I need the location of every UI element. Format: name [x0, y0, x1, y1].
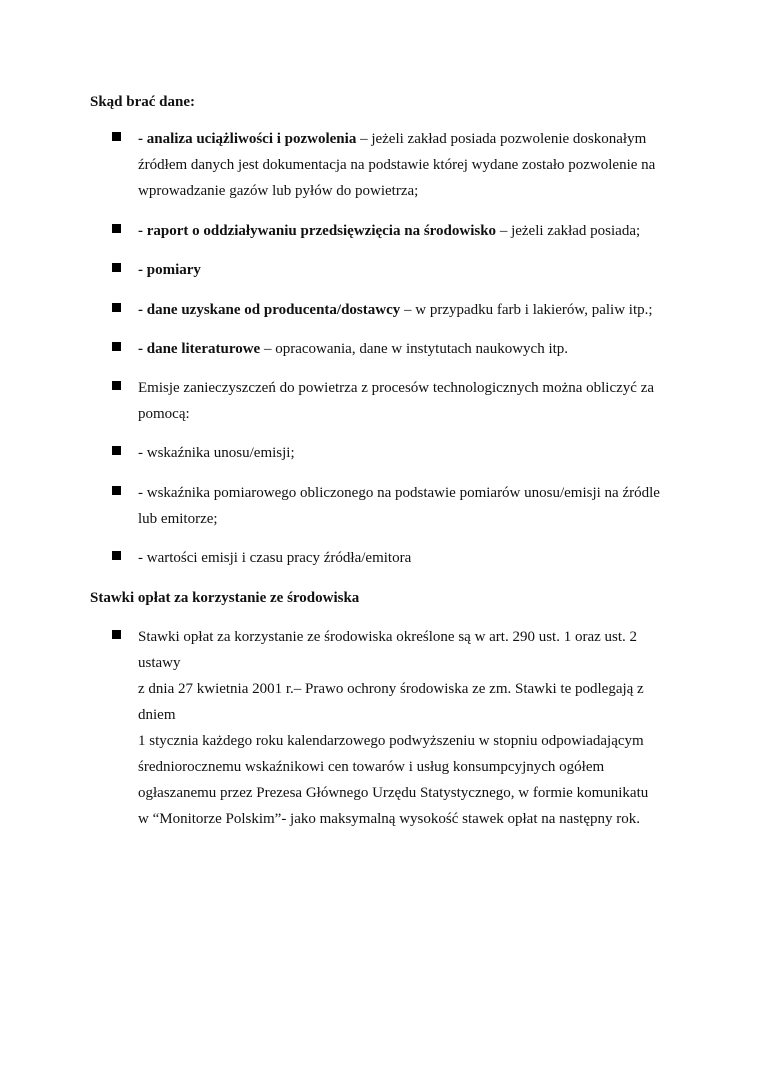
- item-text: pomocą:: [138, 406, 190, 422]
- item-text: – opracowania, dane w instytutach naukowych itp.: [260, 341, 569, 357]
- list-item: [112, 624, 682, 832]
- section-heading-data-sources: Skąd brać dane:: [90, 94, 196, 110]
- item-text: – jeżeli zakład posiada pozwolenie doskonałym: [356, 131, 647, 147]
- section-heading-fees: Stawki opłat za korzystanie ze środowiska: [90, 590, 360, 606]
- item-text: – jeżeli zakład posiada;: [496, 223, 641, 239]
- paragraph-line: w “Monitorze Polskim”- jako maksymalną wysokość stawek opłat na następny rok.: [138, 811, 640, 827]
- item-text: - wskaźnika pomiarowego obliczonego na podstawie pomiarów unosu/emisji na źródle: [138, 485, 660, 501]
- list-item: [112, 126, 682, 204]
- item-bold-label: - raport o oddziaływaniu przedsięwzięcia na środowisko: [138, 223, 497, 239]
- list-item: [112, 257, 682, 283]
- item-bold-label: - pomiary: [138, 262, 201, 278]
- item-text: Emisje zanieczyszczeń do powietrza z procesów technologicznych można obliczyć za: [138, 380, 655, 396]
- paragraph-line: ustawy: [138, 655, 181, 671]
- item-text: – w przypadku farb i lakierów, paliw itp.;: [400, 302, 653, 318]
- item-text: - wskaźnika unosu/emisji;: [138, 445, 295, 461]
- square-bullet-icon: [112, 446, 121, 455]
- item-bold-label: - dane uzyskane od producenta/dostawcy: [138, 302, 401, 318]
- item-text: lub emitorze;: [138, 511, 218, 527]
- square-bullet-icon: [112, 132, 121, 141]
- paragraph-line: 1 stycznia każdego roku kalendarzowego podwyższeniu w stopniu odpowiadającym: [138, 733, 644, 749]
- square-bullet-icon: [112, 263, 121, 272]
- paragraph-line: z dnia 27 kwietnia 2001 r.– Prawo ochrony środowiska ze zm. Stawki te podlegają z: [138, 681, 644, 697]
- paragraph-line: ogłaszanemu przez Prezesa Głównego Urzędu Statystycznego, w formie komunikatu: [138, 785, 649, 801]
- paragraph-line: dniem: [138, 707, 176, 723]
- paragraph-line: Stawki opłat za korzystanie ze środowiska określone są w art. 290 ust. 1 oraz ust. 2: [138, 629, 638, 645]
- square-bullet-icon: [112, 551, 121, 560]
- item-text: wprowadzanie gazów lub pyłów do powietrza;: [138, 183, 419, 199]
- square-bullet-icon: [112, 224, 121, 233]
- item-text: źródłem danych jest dokumentacja na podstawie której wydane zostało pozwolenie na: [138, 157, 656, 173]
- item-bold-label: - analiza uciążliwości i pozwolenia: [138, 131, 357, 147]
- list-item: [112, 375, 682, 427]
- square-bullet-icon: [112, 303, 121, 312]
- paragraph-line: średniorocznemu wskaźnikowi cen towarów i usług konsumpcyjnych ogółem: [138, 759, 605, 775]
- list-item: [112, 545, 682, 571]
- list-item: [112, 336, 682, 362]
- item-text: - wartości emisji i czasu pracy źródła/emitora: [138, 550, 412, 566]
- square-bullet-icon: [112, 381, 121, 390]
- list-item: [112, 218, 682, 244]
- list-item: [112, 440, 682, 466]
- list-item: [112, 297, 682, 323]
- list-item: [112, 480, 682, 532]
- square-bullet-icon: [112, 486, 121, 495]
- square-bullet-icon: [112, 342, 121, 351]
- item-bold-label: - dane literaturowe: [138, 341, 261, 357]
- square-bullet-icon: [112, 630, 121, 639]
